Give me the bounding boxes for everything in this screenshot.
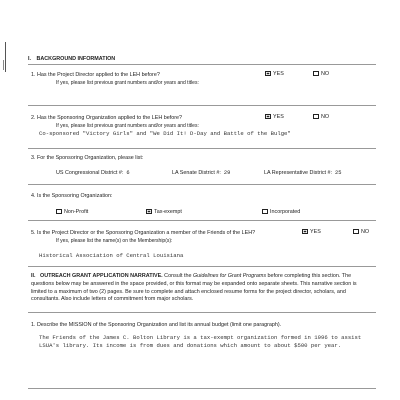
congressional-district-label: US Congressional District #: [56,170,124,176]
divider [28,220,376,221]
section-title: OUTREACH GRANT APPLICATION NARRATIVE. [40,273,163,279]
question-2-response: Co-sponsored "Victory Girls" and "We Did It! D-Day and Battle of the Bulge" [39,130,291,137]
non-profit-label: Non-Profit [64,209,89,215]
scan-artifact [3,60,4,70]
congressional-district-value[interactable]: 6 [126,170,130,176]
section-narrative-instructions [31,273,371,304]
mission-response: The Friends of the James C. Bolton Library is a tax-exempt organization formed in 1996 to assist LSUA's library. Its income is from dues and donations which amount to about $500 per year. [39,334,362,350]
q5-no-checkbox[interactable] [353,229,359,234]
incorporated-label: Incorporated [270,209,301,215]
q2-yes-checkbox[interactable] [265,114,271,119]
q5-no-option[interactable] [353,229,369,235]
q2-no-label: NO [321,114,330,120]
q1-yes-label: YES [273,71,284,77]
representative-district [264,170,342,176]
divider [28,312,376,313]
section-heading-background [28,56,115,62]
q5-no-label: NO [361,229,370,235]
q5-yes-checkbox[interactable] [302,229,308,234]
option-tax-exempt[interactable] [146,209,182,215]
question-3: 3. For the Sponsoring Organization, please list: [31,155,144,161]
divider [28,148,376,149]
non-profit-checkbox[interactable] [56,209,62,214]
scan-artifact [5,42,6,72]
question-1-sub: If yes, please list previous grant numbers and/or years and titles: [56,80,199,86]
divider [28,266,376,267]
question-5-response: Historical Association of Central Louisiana [39,252,184,259]
senate-district-label: LA Senate District #: [172,170,221,176]
q1-no-label: NO [321,71,330,77]
question-mission: 1. Describe the MISSION of the Sponsoring Organization and list its annual budget (limit one paragraph). [31,322,282,328]
congressional-district [56,170,130,176]
question-2-sub: If yes, please list previous grant numbers and/or years and titles: [56,123,199,129]
representative-district-label: LA Representative District #: [264,170,333,176]
section-title: BACKGROUND INFORMATION [36,56,116,62]
tax-exempt-checkbox[interactable] [146,209,152,214]
q2-no-checkbox[interactable] [313,114,319,119]
divider [28,388,376,389]
question-4: 4. Is the Sponsoring Organization: [31,193,113,199]
q2-yes-label: YES [273,114,284,120]
section-number: I. [28,56,31,62]
option-non-profit[interactable] [56,209,88,215]
question-5-sub: If yes, please list the name(s) on the Membership(s): [56,238,173,244]
q1-no-option[interactable] [313,71,329,77]
q1-no-checkbox[interactable] [313,71,319,76]
q1-yes-option[interactable] [265,71,284,77]
incorporated-checkbox[interactable] [262,209,268,214]
divider [28,105,376,106]
q1-yes-checkbox[interactable] [265,71,271,76]
q5-yes-option[interactable] [302,229,321,235]
q2-yes-option[interactable] [265,114,284,120]
q2-no-option[interactable] [313,114,329,120]
section-number: II. [31,273,36,279]
divider [28,64,376,65]
senate-district [172,170,230,176]
narrative-text: Consult the [162,273,193,279]
tax-exempt-label: Tax-exempt [154,209,182,215]
q5-yes-label: YES [310,229,321,235]
representative-district-value[interactable]: 25 [335,170,342,176]
guidelines-reference: Guidelines for Grant Programs [192,273,267,279]
divider [28,184,376,185]
question-2: 2. Has the Sponsoring Organization applied to the LEH before? [31,115,183,121]
narrative-text: before completing this section. The questions below may be answered in the space provided, or this format may be expanded onto separate sheets. This narrative section is limited to a maximum of two (2) pages. Be sure to complete and attach enclosed resume forms for the project director, scholars, and consultants. Also include letters of commitment from major scholars. [31,273,357,303]
senate-district-value[interactable]: 29 [223,170,231,176]
question-1: 1. Has the Project Director applied to the LEH before? [31,72,160,78]
question-5: 5. Is the Project Director or the Sponsoring Organization a member of the Friends of the LEH? [31,230,256,236]
option-incorporated[interactable] [262,209,300,215]
